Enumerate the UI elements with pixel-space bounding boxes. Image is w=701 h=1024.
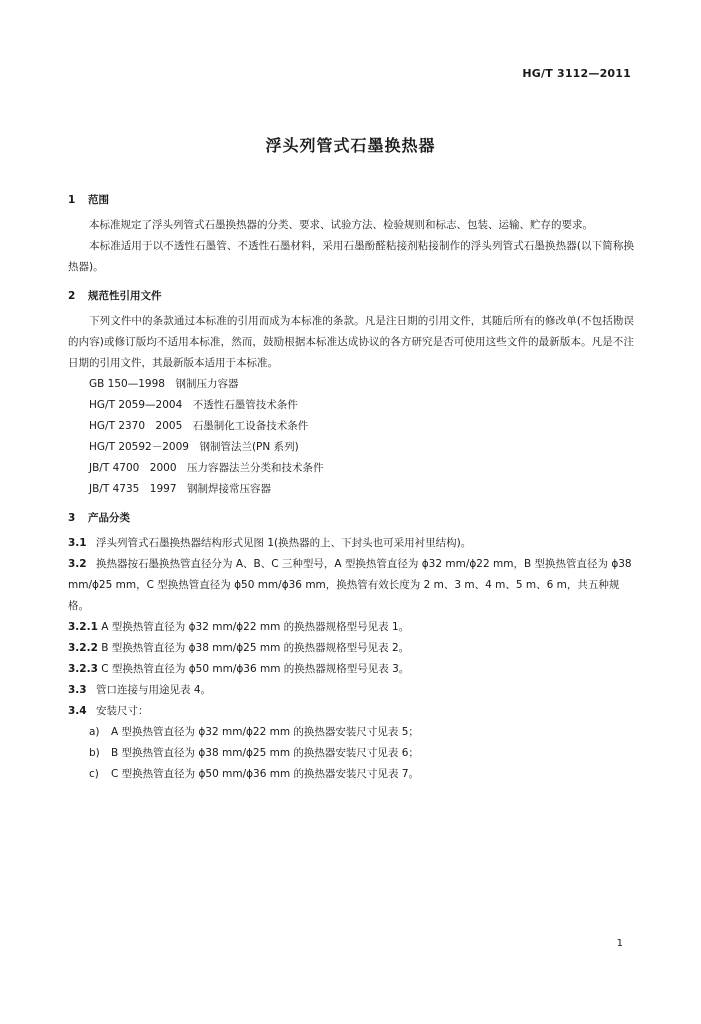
clause — [68, 659, 634, 680]
clause-number: 3.4 — [68, 705, 87, 717]
clause-number: 3.3 — [68, 684, 87, 696]
document-body — [68, 190, 634, 785]
section-number: 3 — [68, 512, 76, 524]
reference-item: JB/T 4735 1997 钢制焊接常压容器 — [89, 483, 272, 495]
reference-item: HG/T 2059—2004 不透性石墨管技术条件 — [89, 399, 298, 411]
section-title: 产品分类 — [88, 512, 130, 524]
clause-number: 3.2.2 — [68, 642, 98, 654]
clause-text: 浮头列管式石墨换热器结构形式见图 1(换热器的上、下封头也可采用衬里结构)。 — [96, 537, 472, 549]
section-title: 规范性引用文件 — [88, 290, 162, 302]
clause-text: C 型换热管直径为 ϕ50 mm/ϕ36 mm 的换热器规格型号见表 3。 — [101, 663, 410, 675]
clause — [68, 680, 634, 701]
list-label: c) — [89, 768, 99, 780]
list-label: b) — [89, 747, 100, 759]
clause-number: 3.1 — [68, 537, 87, 549]
list-item — [68, 764, 634, 785]
list-text: A 型换热管直径为 ϕ32 mm/ϕ22 mm 的换热器安装尺寸见表 5； — [111, 726, 419, 738]
reference-item: HG/T 2370 2005 石墨制化工设备技术条件 — [89, 420, 309, 432]
section-1-heading — [68, 190, 634, 211]
clause-number: 3.2 — [68, 558, 87, 570]
page-number: 1 — [616, 938, 623, 949]
list-label: a) — [89, 726, 100, 738]
section-number: 1 — [68, 194, 76, 206]
clause — [68, 554, 634, 617]
list-text: B 型换热管直径为 ϕ38 mm/ϕ25 mm 的换热器安装尺寸见表 6； — [111, 747, 419, 759]
clause-text: A 型换热管直径为 ϕ32 mm/ϕ22 mm 的换热器规格型号见表 1。 — [101, 621, 410, 633]
paragraph: 本标准适用于以不透性石墨管、不透性石墨材料，采用石墨酚醛粘接剂粘接制作的浮头列管式石墨换热器(以下简称换热器)。 — [68, 240, 634, 273]
clause-text: 管口连接与用途见表 4。 — [96, 684, 212, 696]
section-number: 2 — [68, 290, 76, 302]
reference-item: HG/T 20592－2009 钢制管法兰(PN 系列) — [89, 441, 299, 453]
document-title: 浮头列管式石墨换热器 — [265, 136, 436, 155]
clause-number: 3.2.3 — [68, 663, 98, 675]
list-item — [68, 743, 634, 764]
clause-text: 安装尺寸： — [96, 705, 149, 717]
reference-item: JB/T 4700 2000 压力容器法兰分类和技术条件 — [89, 462, 324, 474]
section-2-heading — [68, 286, 634, 307]
clause-number: 3.2.1 — [68, 621, 98, 633]
reference-item: GB 150—1998 钢制压力容器 — [89, 378, 239, 390]
list-item — [68, 722, 634, 743]
clause — [68, 638, 634, 659]
section-title: 范围 — [88, 194, 109, 206]
section-3-heading — [68, 508, 634, 529]
paragraph: 下列文件中的条款通过本标准的引用而成为本标准的条款。凡是注日期的引用文件，其随后所有的修改单(不包括勘误的内容)或修订版均不适用本标准，然而，鼓励根据本标准达成协议的各方研究是否可使用这些文件的最新版本。凡是不注日期的引用文件，其最新版本适用于本标准。 — [68, 315, 634, 369]
clause-text: B 型换热管直径为 ϕ38 mm/ϕ25 mm 的换热器规格型号见表 2。 — [101, 642, 410, 654]
paragraph: 本标准规定了浮头列管式石墨换热器的分类、要求、试验方法、检验规则和标志、包装、运输、贮存的要求。 — [89, 219, 593, 231]
standard-code: HG/T 3112—2011 — [522, 67, 631, 80]
clause — [68, 617, 634, 638]
clause-text: 换热器按石墨换热管直径分为 A、B、C 三种型号，A 型换热管直径为 ϕ32 mm/ϕ22 mm，B 型换热管直径为 ϕ38 mm/ϕ25 mm，C 型换热管直径为 ϕ50 mm/ϕ36 mm，换热管有效长度为 2 m、3 m、4 m、5 m、6 m，共五种规格。 — [68, 558, 632, 612]
list-text: C 型换热管直径为 ϕ50 mm/ϕ36 mm 的换热器安装尺寸见表 7。 — [111, 768, 420, 780]
clause — [68, 701, 634, 722]
clause — [68, 533, 634, 554]
